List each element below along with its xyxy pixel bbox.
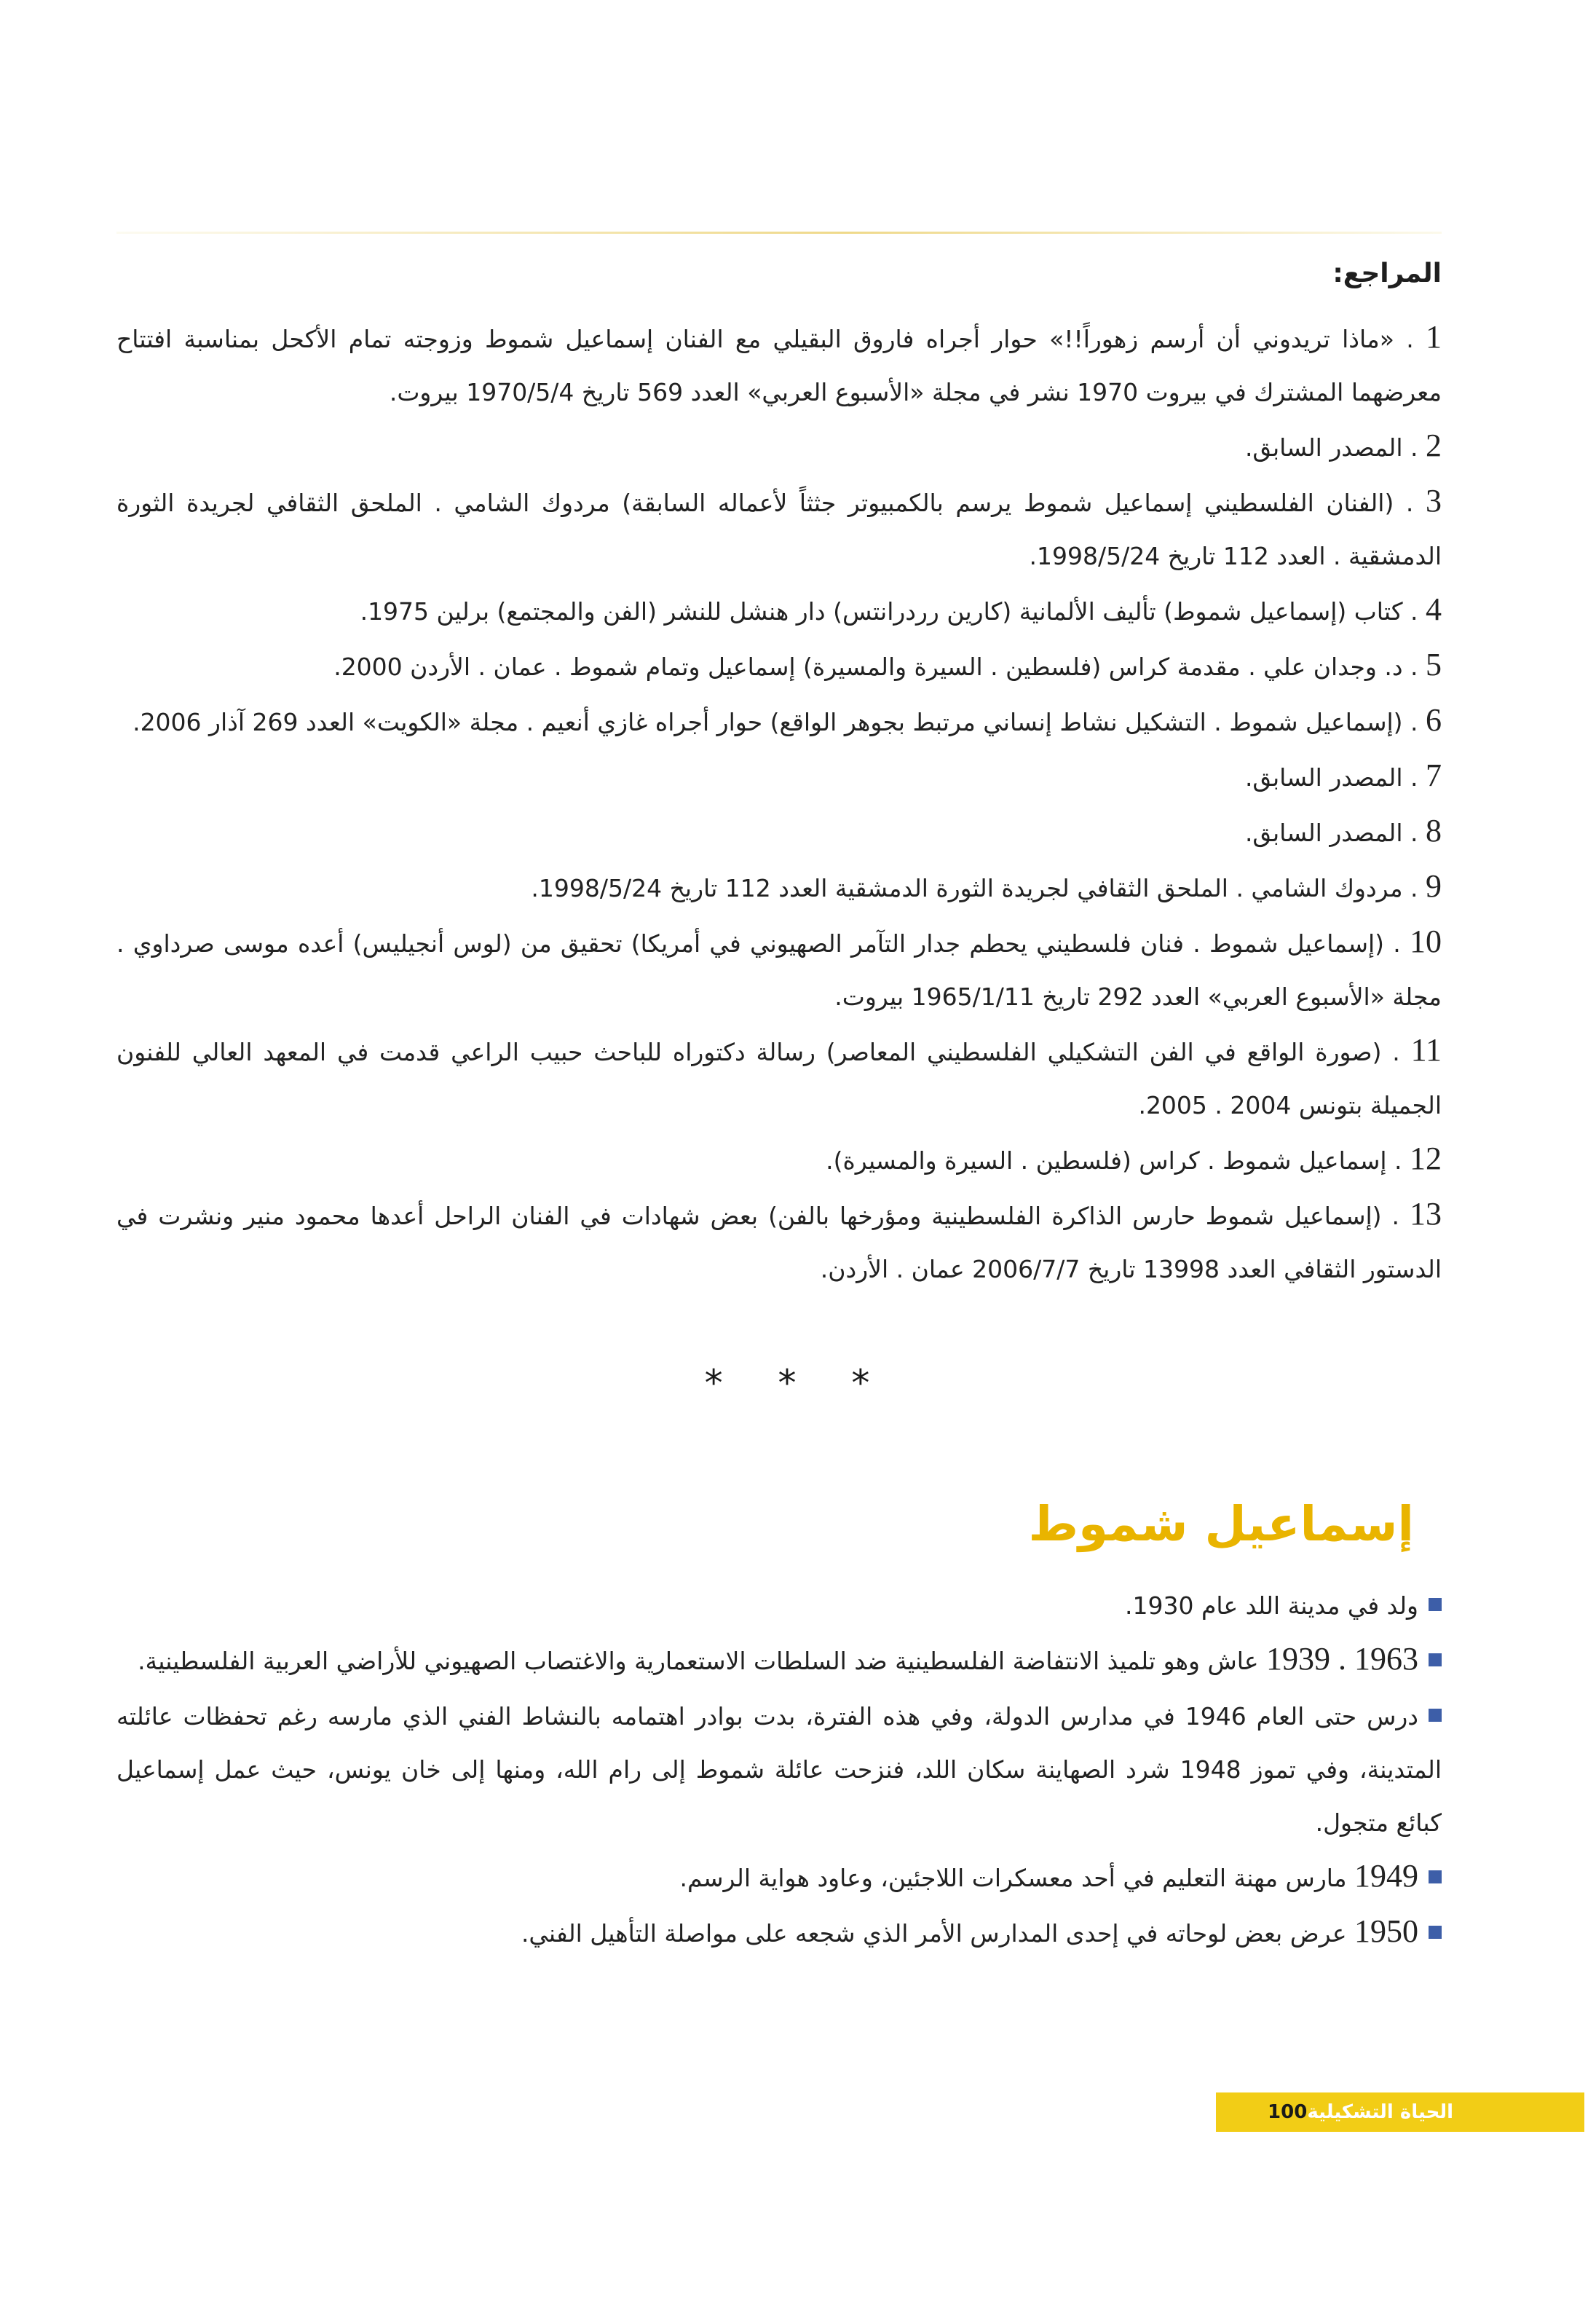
reference-item (116, 693, 1442, 749)
references-heading: المراجع: (1332, 259, 1442, 288)
biography-item (116, 1905, 1442, 1960)
reference-item (116, 1187, 1442, 1296)
reference-text: . (الفنان الفلسطيني إسماعيل شموط يرسم بالكمبيوتر جثثاً لأعماله السابقة) مردوك الشامي . الملحق الثقافي لجريدة الثورة الدمشقية . العدد 112 تاريخ 1998/5/24. (116, 489, 1442, 570)
reference-number: 11 (1410, 1032, 1442, 1068)
reference-text: . (إسماعيل شموط . التشكيل نشاط إنساني مرتبط بجوهر الواقع) حوار أجراه غازي أنعيم . مجلة «الكويت» العدد 269 آذار 2006. (133, 708, 1426, 736)
reference-number: 3 (1426, 483, 1442, 519)
biography-text: عاش وهو تلميذ الانتفاضة الفلسطينية ضد السلطات الاستعمارية والاغتصاب الصهيوني للأراضي العربية الفلسطينية. (138, 1647, 1266, 1675)
reference-text: . (صورة الواقع في الفن التشكيلي الفلسطيني المعاصر) رسالة دكتوراه للباحث حبيب الراعي قدمت في المعهد العالي للفنون الجميلة بتونس 2004 . 2005. (116, 1038, 1442, 1119)
reference-item (116, 310, 1442, 419)
artist-title: إسماعيل شموط (1028, 1496, 1414, 1553)
biography-text: درس حتى العام 1946 في مدارس الدولة، وفي هذه الفترة، بدت بوادر اهتمامه بالنشاط الفني الذي مارسه رغم تحفظات عائلته المتدينة، وفي تموز 1948 شرد الصهاينة سكان اللد، فنزحت عائلة شموط إلى رام الله، ومنها إلى خان يونس، حيث عمل إسماعيل كبائع متجول. (116, 1702, 1442, 1837)
reference-item (116, 638, 1442, 693)
reference-number: 7 (1426, 757, 1442, 793)
biography-item (116, 1632, 1442, 1688)
biography-text: ولد في مدينة اللد عام 1930. (1124, 1591, 1418, 1620)
top-divider-rule (116, 232, 1442, 234)
biography-section (116, 1577, 1442, 1960)
reference-number: 10 (1410, 924, 1442, 959)
square-bullet-icon (1429, 1709, 1442, 1722)
biography-item (116, 1577, 1442, 1632)
biography-year: 1963 . 1939 (1266, 1641, 1418, 1677)
square-bullet-icon (1429, 1870, 1442, 1883)
page-number: 100 (1268, 2101, 1308, 2123)
reference-number: 1 (1426, 319, 1442, 355)
reference-item (116, 474, 1442, 583)
reference-item (116, 1132, 1442, 1187)
reference-text: . «ماذا تريدوني أن أرسم زهوراً!!» حوار أجراه فاروق البقيلي مع الفنان إسماعيل شموط وزوجته تمام الأكحل بمناسبة افتتاح معرضهما المشترك في بيروت 1970 نشر في مجلة «الأسبوع العربي» العدد 569 تاريخ 1970/5/4 بيروت. (116, 325, 1442, 406)
reference-number: 9 (1426, 868, 1442, 904)
biography-year: 1949 (1354, 1858, 1418, 1894)
reference-number: 12 (1410, 1141, 1442, 1176)
reference-item (116, 583, 1442, 638)
reference-item (116, 749, 1442, 804)
biography-item (116, 1849, 1442, 1905)
reference-item (116, 859, 1442, 915)
references-list (116, 310, 1442, 1296)
square-bullet-icon (1429, 1653, 1442, 1666)
section-separator: * * * (704, 1362, 892, 1404)
reference-number: 8 (1426, 813, 1442, 849)
square-bullet-icon (1429, 1598, 1442, 1611)
reference-number: 6 (1426, 702, 1442, 738)
reference-number: 2 (1426, 428, 1442, 463)
reference-text: . المصدر السابق. (1244, 819, 1426, 847)
reference-text: . (إسماعيل شموط . فنان فلسطيني يحطم جدار التآمر الصهيوني في أمريكا) تحقيق من (لوس أنجيليس) أعده موسى صرداوي . مجلة «الأسبوع العربي» العدد 292 تاريخ 1965/1/11 بيروت. (116, 929, 1442, 1011)
reference-item (116, 804, 1442, 859)
reference-item (116, 1023, 1442, 1132)
biography-text: مارس مهنة التعليم في أحد معسكرات اللاجئين، وعاود هواية الرسم. (679, 1864, 1354, 1892)
biography-list (116, 1577, 1442, 1960)
biography-text: عرض بعض لوحاته في إحدى المدارس الأمر الذي شجعه على مواصلة التأهيل الفني. (521, 1919, 1354, 1948)
reference-item (116, 419, 1442, 474)
footer-magazine-name: الحياة التشكيلية (1307, 2101, 1453, 2123)
reference-item (116, 915, 1442, 1023)
reference-text: . المصدر السابق. (1244, 433, 1426, 462)
reference-number: 4 (1426, 591, 1442, 627)
reference-text: . المصدر السابق. (1244, 763, 1426, 792)
reference-text: . (إسماعيل شموط حارس الذاكرة الفلسطينية ومؤرخها بالفن) بعض شهادات في الفنان الراحل أعدها محمود منير ونشرت في الدستور الثقافي العدد 13998 تاريخ 2006/7/7 عمان . الأردن. (116, 1202, 1442, 1283)
reference-text: . د. وجدان علي . مقدمة كراس (فلسطين . السيرة والمسيرة) إسماعيل وتمام شموط . عمان . الأردن 2000. (333, 653, 1426, 681)
reference-number: 5 (1426, 647, 1442, 682)
references-section (116, 259, 1442, 1296)
biography-year: 1950 (1354, 1913, 1418, 1949)
reference-number: 13 (1410, 1196, 1442, 1232)
reference-text: . كتاب (إسماعيل شموط) تأليف الألمانية (كارين رردرانتس) دار هنشل للنشر (الفن والمجتمع) برلين 1975. (360, 597, 1426, 626)
footer-band (1216, 2092, 1584, 2132)
biography-item (116, 1688, 1442, 1849)
square-bullet-icon (1429, 1926, 1442, 1939)
reference-text: . إسماعيل شموط . كراس (فلسطين . السيرة والمسيرة). (826, 1146, 1410, 1175)
reference-text: . مردوك الشامي . الملحق الثقافي لجريدة الثورة الدمشقية العدد 112 تاريخ 1998/5/24. (531, 874, 1426, 902)
